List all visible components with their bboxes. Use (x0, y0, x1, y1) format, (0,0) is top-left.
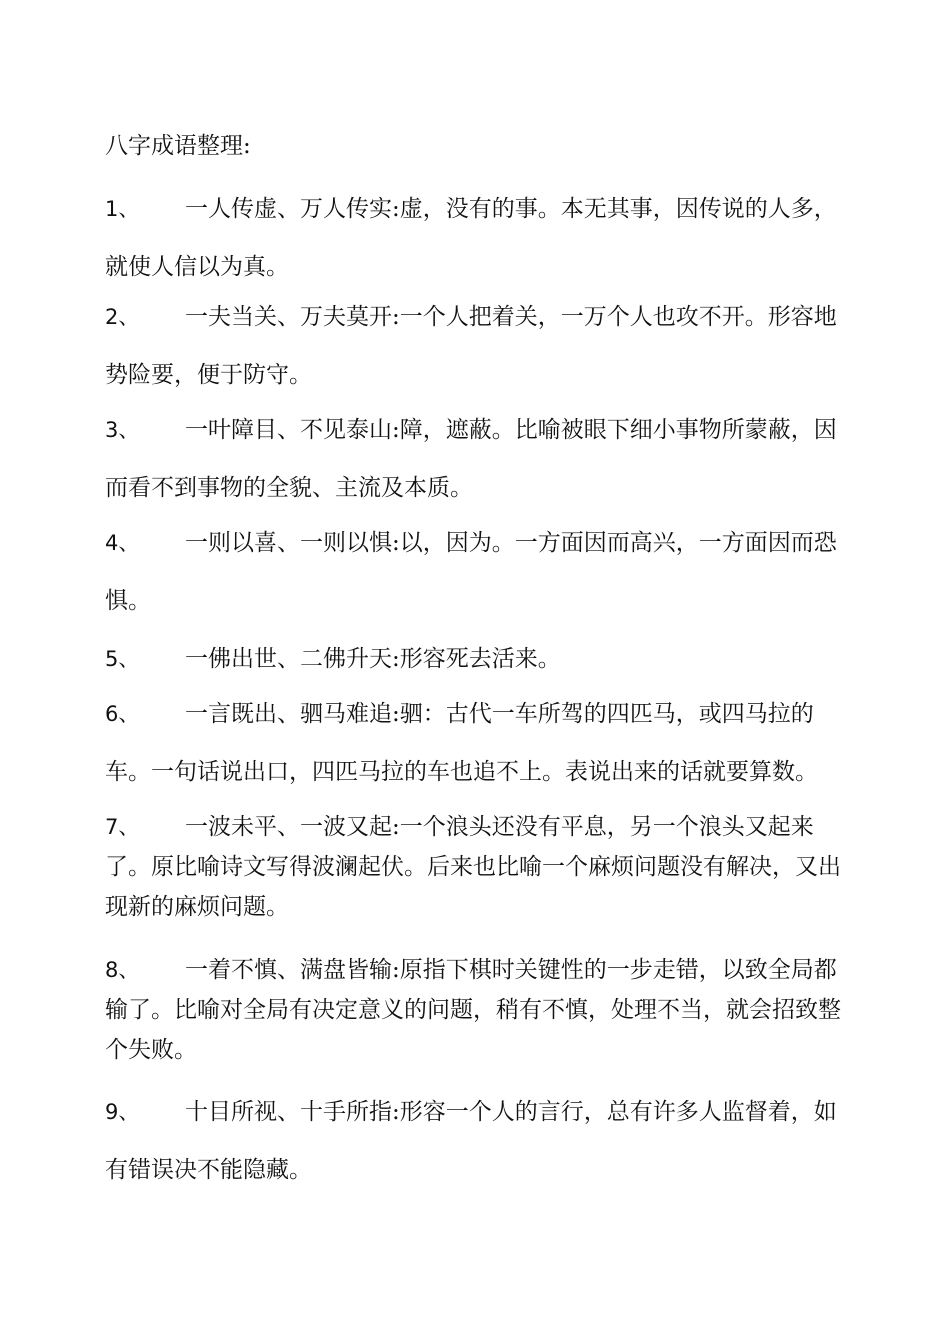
idiom-term: 一夫当关、万夫莫开: (185, 304, 400, 330)
idiom-definition: 一个人把着关，一万个人也攻不开。形容地势险要，便于防守。 (105, 304, 837, 388)
idiom-definition: 驷：古代一车所驾的四匹马，或四马拉的车。一句话说出口，四匹马拉的车也追不上。表说出来的话就要算数。 (105, 701, 818, 785)
idiom-entry-3 (105, 401, 850, 517)
idiom-term: 一叶障目、不见泰山: (185, 417, 400, 443)
entry-number: 1、 (105, 197, 140, 221)
idiom-definition: 形容死去活来。 (399, 646, 561, 672)
idiom-definition: 以，因为。一方面因而高兴，一方面因而恐惧。 (105, 530, 837, 614)
entry-number: 3、 (105, 418, 140, 442)
idiom-term: 一佛出世、二佛升天: (185, 646, 400, 672)
idiom-term: 一人传虚、万人传实: (185, 196, 400, 222)
idiom-definition: 障，遮蔽。比喻被眼下细小事物所蒙蔽，因而看不到事物的全貌、主流及本质。 (105, 417, 837, 501)
idiom-term: 十目所视、十手所指: (185, 1099, 400, 1125)
document-title: 八字成语整理: (105, 133, 251, 159)
idiom-term: 一波未平、一波又起: (185, 814, 400, 840)
entry-number: 5、 (105, 647, 140, 671)
idiom-entry-5 (105, 630, 850, 688)
idiom-term: 一则以喜、一则以惧: (185, 530, 400, 556)
entry-number: 2、 (105, 305, 140, 329)
idiom-entry-4 (105, 514, 850, 630)
idiom-term: 一着不慎、满盘皆输: (185, 957, 400, 983)
idiom-definition: 虚，没有的事。本无其事，因传说的人多，就使人信以为真。 (105, 196, 837, 280)
idiom-entry-1 (105, 180, 850, 296)
entry-number: 7、 (105, 815, 140, 839)
idiom-entry-2 (105, 288, 850, 404)
entry-number: 8、 (105, 958, 140, 982)
idiom-entry-7 (105, 807, 850, 927)
entry-number: 9、 (105, 1100, 140, 1124)
idiom-entry-8 (105, 950, 850, 1070)
idiom-term: 一言既出、驷马难追: (185, 701, 400, 727)
idiom-definition: 形容一个人的言行，总有许多人监督着，如有错误决不能隐藏。 (105, 1099, 837, 1183)
entry-number: 6、 (105, 702, 140, 726)
idiom-definition: 原指下棋时关键性的一步走错，以致全局都输了。比喻对全局有决定意义的问题，稍有不慎，处理不当，就会招致整个失败。 (105, 957, 841, 1063)
entry-number: 4、 (105, 531, 140, 555)
idiom-entry-9 (105, 1083, 850, 1199)
idiom-definition: 一个浪头还没有平息，另一个浪头又起来了。原比喻诗文写得波澜起伏。后来也比喻一个麻烦问题没有解决，又出现新的麻烦问题。 (105, 814, 841, 920)
idiom-entry-6 (105, 685, 850, 801)
